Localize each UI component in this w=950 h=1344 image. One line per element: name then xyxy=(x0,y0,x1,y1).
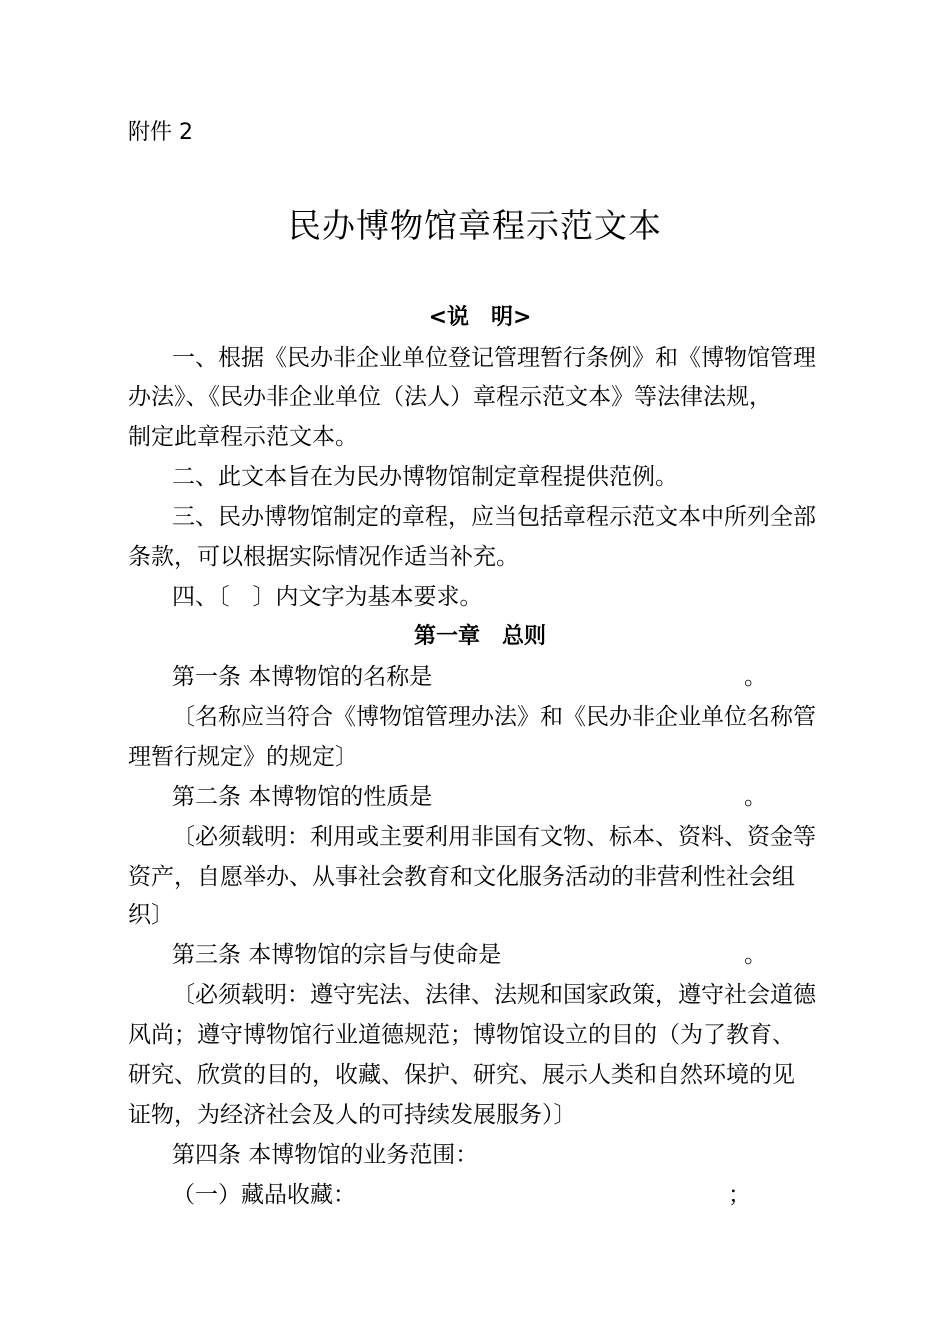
article-2: 第二条 本博物馆的性质是 xyxy=(172,784,433,810)
article-1-note-2: 理暂行规定》的规定〕 xyxy=(128,744,358,770)
article-2-note-2: 资产，自愿举办、从事社会教育和文化服务活动的非营利性社会组 xyxy=(128,864,795,890)
article-1: 第一条 本博物馆的名称是 xyxy=(172,664,433,690)
chapter-heading: 第一章 总则 xyxy=(413,624,546,649)
explain-heading: <说 明> xyxy=(428,305,532,330)
explain-line-2: 办法》、《民办非企业单位（法人）章程示范文本》等法律法规， xyxy=(128,384,772,410)
explain-line-4: 二、此文本旨在为民办博物馆制定章程提供范例。 xyxy=(172,464,678,490)
article-2-end: 。 xyxy=(744,784,767,810)
article-1-end: 。 xyxy=(744,664,767,690)
article-4: 第四条 本博物馆的业务范围： xyxy=(172,1142,479,1168)
attachment-label: 附件 2 xyxy=(128,120,193,145)
explain-line-3: 制定此章程示范文本。 xyxy=(128,424,358,450)
article-2-note-1: 〔必须载明：利用或主要利用非国有文物、标本、资料、资金等 xyxy=(172,824,816,850)
article-3-end: 。 xyxy=(744,942,767,968)
explain-line-7: 四、〔 〕内文字为基本要求。 xyxy=(172,584,483,610)
article-1-note-1: 〔名称应当符合《博物馆管理办法》和《民办非企业单位名称管 xyxy=(172,704,816,730)
document-title: 民办博物馆章程示范文本 xyxy=(288,206,662,245)
article-3-note-3: 研究、欣赏的目的，收藏、保护、研究、展示人类和自然环境的见 xyxy=(128,1062,795,1088)
explain-line-6: 条款，可以根据实际情况作适当补充。 xyxy=(128,544,519,570)
article-3-note-1: 〔必须载明：遵守宪法、法律、法规和国家政策，遵守社会道德 xyxy=(172,982,816,1008)
article-4-item-1-end: ； xyxy=(728,1182,751,1208)
article-3-note-4: 证物，为经济社会及人的可持续发展服务）〕 xyxy=(128,1102,577,1128)
article-3-note-2: 风尚；遵守博物馆行业道德规范；博物馆设立的目的（为了教育、 xyxy=(128,1022,795,1048)
explain-line-1: 一、根据《民办非企业单位登记管理暂行条例》和《博物馆管理 xyxy=(172,345,816,371)
explain-line-5: 三、民办博物馆制定的章程，应当包括章程示范文本中所列全部 xyxy=(172,504,816,530)
article-3: 第三条 本博物馆的宗旨与使命是 xyxy=(172,942,502,968)
article-2-note-3: 织〕 xyxy=(128,902,174,928)
article-4-item-1: （一）藏品收藏： xyxy=(172,1182,356,1208)
